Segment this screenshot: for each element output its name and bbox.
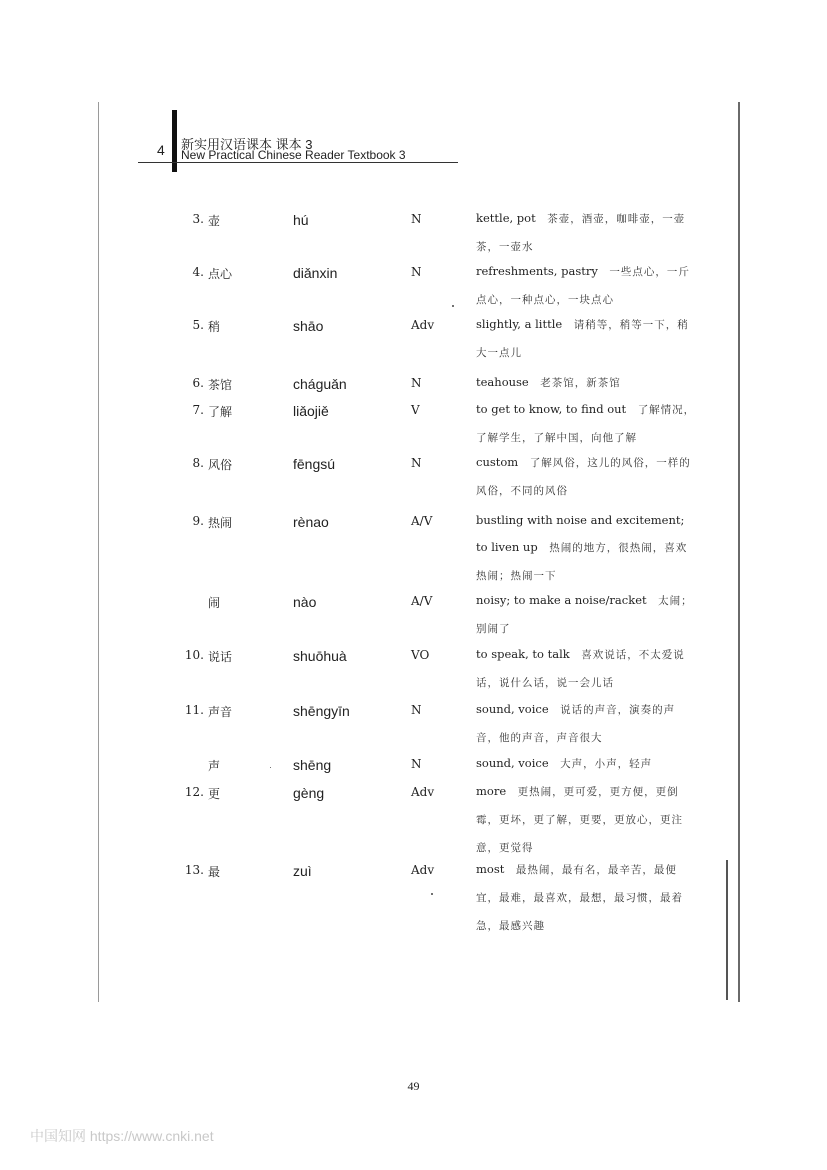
scan-left-edge <box>98 102 99 1002</box>
entry-definition <box>476 778 698 862</box>
entry-examples: 了解情况，了解学生，了解中国，向他了解 <box>476 404 696 444</box>
entry-pinyin: gèng <box>293 785 325 801</box>
entry-part-of-speech: A/V <box>411 514 433 528</box>
scan-speck <box>452 305 454 307</box>
entry-meaning: kettle, pot <box>476 211 536 225</box>
entry-part-of-speech: N <box>411 456 422 470</box>
entry-definition <box>476 507 698 590</box>
entry-definition <box>476 856 698 940</box>
entry-definition <box>476 311 698 367</box>
entry-number: 12. <box>184 785 204 799</box>
entry-definition <box>476 641 698 697</box>
entry-definition <box>476 205 698 261</box>
entry-examples: 喜欢说话，不太爱说话，说什么话，说一会儿话 <box>476 649 685 689</box>
entry-part-of-speech: Adv <box>411 785 435 799</box>
entry-hanzi: 说话 <box>208 650 233 664</box>
book-page-number: 4 <box>157 142 165 158</box>
entry-meaning: bustling with noise and excitement; to liven up <box>476 513 685 554</box>
entry-number: 13. <box>184 863 204 877</box>
entry-part-of-speech: Adv <box>411 863 435 877</box>
entry-part-of-speech: N <box>411 703 422 717</box>
entry-part-of-speech: VO <box>411 648 430 662</box>
entry-examples: 请稍等，稍等一下，稍大一点儿 <box>476 319 689 359</box>
entry-pinyin: shāo <box>293 318 324 334</box>
entry-pinyin: liǎojiě <box>293 403 329 419</box>
entry-hanzi: 闹 <box>208 596 221 610</box>
entry-hanzi: 热闹 <box>208 516 233 530</box>
entry-pinyin: shēng <box>293 757 332 773</box>
entry-hanzi: 声音 <box>208 705 233 719</box>
cnki-watermark: 中国知网 https://www.cnki.net <box>30 1128 214 1144</box>
entry-meaning: to get to know, to find out <box>476 402 627 416</box>
entry-number: 7. <box>192 403 204 417</box>
scan-right-edge <box>738 102 740 1002</box>
entry-examples: 大声，小声，轻声 <box>560 758 653 770</box>
entry-meaning: most <box>476 862 505 876</box>
entry-pinyin: shēngyīn <box>293 703 350 719</box>
entry-examples: 说话的声音，演奏的声音，他的声音，声音很大 <box>476 704 676 744</box>
entry-meaning: more <box>476 784 507 798</box>
entry-hanzi: 更 <box>208 787 221 801</box>
entry-definition <box>476 587 698 643</box>
entry-hanzi: 了解 <box>208 405 233 419</box>
entry-number: 10. <box>184 648 204 662</box>
entry-number: 11. <box>184 703 204 717</box>
entry-definition <box>476 396 698 452</box>
entry-number: 9. <box>192 514 204 528</box>
entry-definition <box>476 258 698 314</box>
book-title-english: New Practical Chinese Reader Textbook 3 <box>181 148 406 162</box>
entry-part-of-speech: N <box>411 212 422 226</box>
entry-part-of-speech: V <box>411 403 420 417</box>
page-number: 49 <box>407 1079 420 1093</box>
scan-speck <box>270 767 271 768</box>
entry-definition <box>476 696 698 752</box>
entry-meaning: to speak, to talk <box>476 647 570 661</box>
entry-meaning: sound, voice <box>476 756 549 770</box>
scan-binding-shadow <box>726 860 728 1000</box>
entry-examples: 了解风俗，这儿的风俗，一样的风俗，不同的风俗 <box>476 457 691 497</box>
entry-hanzi: 茶馆 <box>208 378 233 392</box>
entry-pinyin: cháguǎn <box>293 376 347 392</box>
entry-hanzi: 最 <box>208 865 221 879</box>
entry-number: 4. <box>192 265 204 279</box>
entry-hanzi: 风俗 <box>208 458 233 472</box>
entry-pinyin: diǎnxin <box>293 265 338 281</box>
entry-examples: 老茶馆，新茶馆 <box>540 377 621 389</box>
entry-number: 3. <box>192 212 204 226</box>
entry-hanzi: 壶 <box>208 214 221 228</box>
entry-examples: 热闹的地方，很热闹，喜欢热闹；热闹一下 <box>476 542 688 582</box>
entry-meaning: slightly, a little <box>476 317 563 331</box>
entry-hanzi: 稍 <box>208 320 221 334</box>
entry-part-of-speech: N <box>411 376 422 390</box>
entry-part-of-speech: A/V <box>411 594 433 608</box>
entry-hanzi: 声 <box>208 759 221 773</box>
entry-examples: 一些点心，一斤点心，一种点心，一块点心 <box>476 266 690 306</box>
entry-pinyin: shuōhuà <box>293 648 347 664</box>
entry-part-of-speech: N <box>411 265 422 279</box>
entry-pinyin: hú <box>293 212 309 228</box>
entry-definition <box>476 369 698 397</box>
entry-meaning: sound, voice <box>476 702 549 716</box>
entry-pinyin: rènao <box>293 514 329 530</box>
entry-examples: 茶壶，酒壶，咖啡壶，一壶茶，一壶水 <box>476 213 686 253</box>
entry-part-of-speech: Adv <box>411 318 435 332</box>
header-rule <box>138 162 458 163</box>
entry-definition <box>476 449 698 505</box>
entry-pinyin: fēngsú <box>293 456 336 472</box>
scan-speck <box>431 893 433 895</box>
entry-examples: 更热闹，更可爱，更方便，更倒霉，更坏，更了解，更要，更放心，更注意，更觉得 <box>476 786 683 854</box>
book-title-chinese: 新实用汉语课本 课本 3 <box>181 137 313 152</box>
entry-pinyin: nào <box>293 594 317 610</box>
entry-definition <box>476 750 698 778</box>
entry-meaning: custom <box>476 455 519 469</box>
entry-examples: 最热闹，最有名，最辛苦，最便宜，最难，最喜欢，最想，最习惯，最着急，最感兴趣 <box>476 864 683 932</box>
entry-examples: 太闹；别闹了 <box>476 595 693 635</box>
entry-meaning: refreshments, pastry <box>476 264 598 278</box>
entry-part-of-speech: N <box>411 757 422 771</box>
entry-number: 5. <box>192 318 204 332</box>
entry-number: 8. <box>192 456 204 470</box>
entry-meaning: teahouse <box>476 375 529 389</box>
entry-pinyin: zuì <box>293 863 312 879</box>
entry-number: 6. <box>192 376 204 390</box>
entry-meaning: noisy; to make a noise/racket <box>476 593 647 607</box>
entry-hanzi: 点心 <box>208 267 233 281</box>
